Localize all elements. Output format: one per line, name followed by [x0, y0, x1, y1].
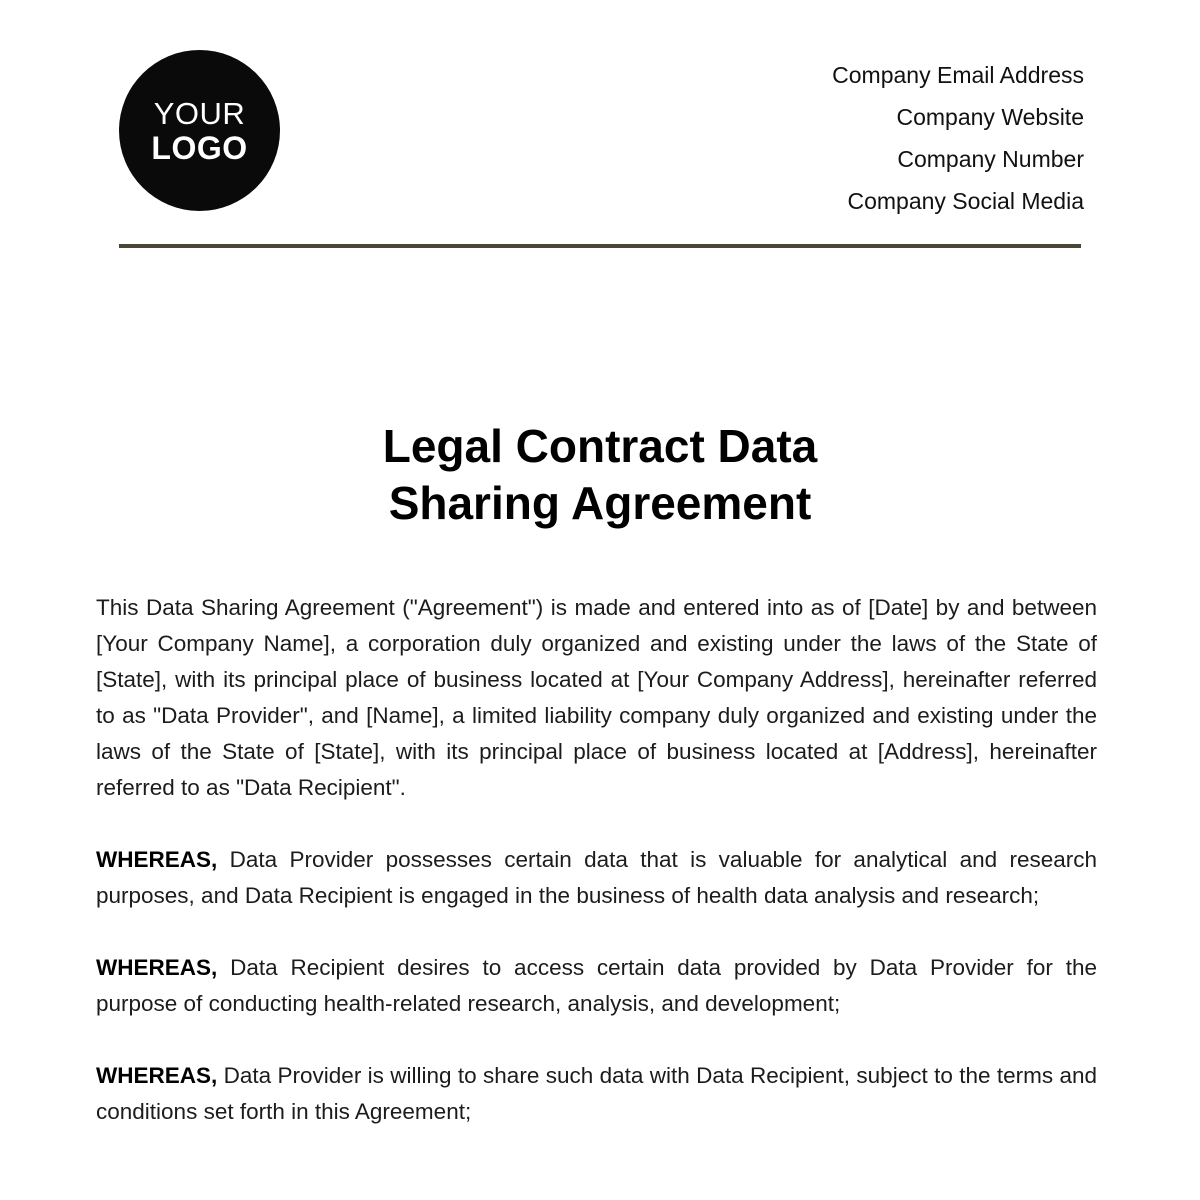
agreement-body — [96, 590, 1097, 1166]
company-contact-block — [832, 54, 1084, 222]
whereas-text-3: Data Provider is willing to share such data with Data Recipient, subject to the terms and conditions set forth in this Agreement; — [96, 1063, 1097, 1124]
title-line-1: Legal Contract Data — [382, 420, 818, 472]
company-email: Company Email Address — [832, 62, 1084, 88]
company-social-media: Company Social Media — [847, 188, 1084, 214]
whereas-text-1: Data Provider possesses certain data that is valuable for analytical and research purposes, and Data Recipient is engaged in the business of health data analysis and research; — [96, 847, 1097, 908]
whereas-paragraph-1 — [96, 842, 1097, 914]
whereas-label: WHEREAS, — [96, 1063, 218, 1088]
logo-line-your: YOUR — [153, 95, 246, 131]
document-title — [0, 418, 1200, 532]
company-number: Company Number — [897, 146, 1084, 172]
header-divider — [119, 244, 1081, 248]
intro-paragraph: This Data Sharing Agreement ("Agreement") is made and entered into as of [Date] by and between [Your Company Name], a corporation duly organized and existing under the laws of the State of [State], with its principal place of business located at [Your Company Address], hereinafter referred to as "Data Provider", and [Name], a limited liability company duly organized and existing under the laws of the State of [State], with its principal place of business located at [Address], hereinafter referred to as "Data Recipient". — [96, 595, 1097, 800]
whereas-paragraph-2 — [96, 950, 1097, 1022]
whereas-text-2: Data Recipient desires to access certain data provided by Data Provider for the purpose of conducting health-related research, analysis, and development; — [96, 955, 1097, 1016]
title-line-2: Sharing Agreement — [388, 477, 812, 529]
company-website: Company Website — [896, 104, 1084, 130]
logo-line-logo: LOGO — [151, 129, 248, 166]
whereas-label: WHEREAS, — [96, 955, 218, 980]
whereas-label: WHEREAS, — [96, 847, 218, 872]
whereas-paragraph-3 — [96, 1058, 1097, 1130]
company-logo — [119, 50, 280, 211]
